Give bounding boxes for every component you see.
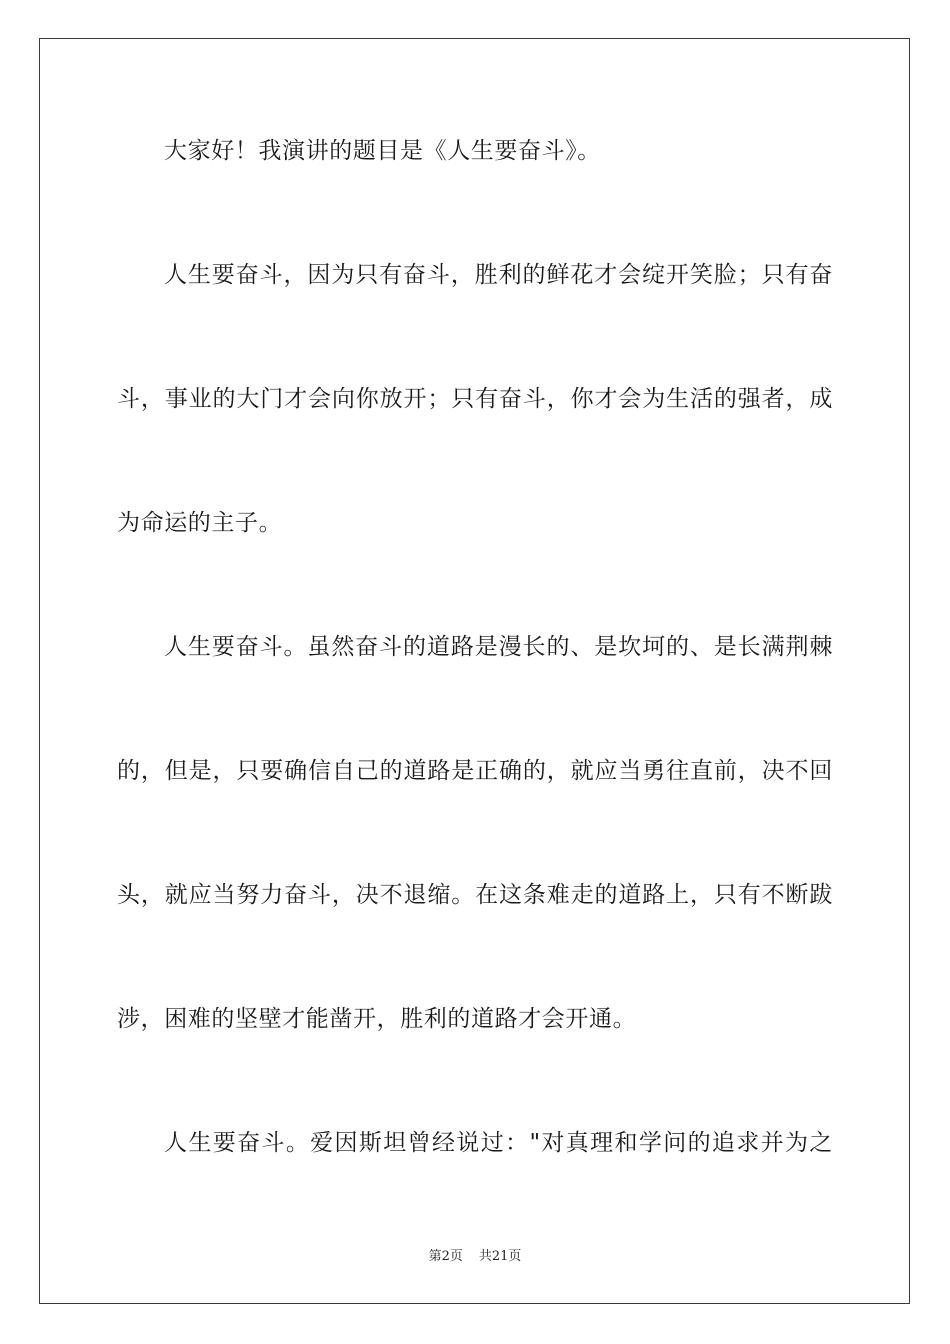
paragraph-opening-line: 大家好！我演讲的题目是《人生要奋斗》。 [164, 138, 601, 164]
paragraph-2-line-2: 斗，事业的大门才会向你放开；只有奋斗，你才会为生活的强者，成 [117, 386, 833, 412]
paragraph-3-line-1: 人生要奋斗。虽然奋斗的道路是漫长的、是坎坷的、是长满荆棘 [164, 634, 833, 660]
page-footer [0, 1248, 950, 1266]
paragraph-4-line-1: 人生要奋斗。爱因斯坦曾经说过："对真理和学问的追求并为之 [164, 1130, 833, 1156]
paragraph-3-line-3: 头，就应当努力奋斗，决不退缩。在这条难走的道路上，只有不断跋 [117, 882, 833, 908]
paragraph-2-line-3: 为命运的主子。 [117, 510, 283, 536]
paragraph-3-line-2: 的，但是，只要确信自己的道路是正确的，就应当勇往直前，决不回 [117, 758, 833, 784]
paragraph-3-line-4: 涉，困难的坚壁才能凿开，胜利的道路才会开通。 [117, 1006, 637, 1032]
page-border [39, 38, 910, 1304]
page-number: 第2页 [428, 1249, 463, 1264]
paragraph-2-line-1: 人生要奋斗，因为只有奋斗，胜利的鲜花才会绽开笑脸；只有奋 [164, 262, 833, 288]
page-total: 共21页 [478, 1249, 522, 1264]
